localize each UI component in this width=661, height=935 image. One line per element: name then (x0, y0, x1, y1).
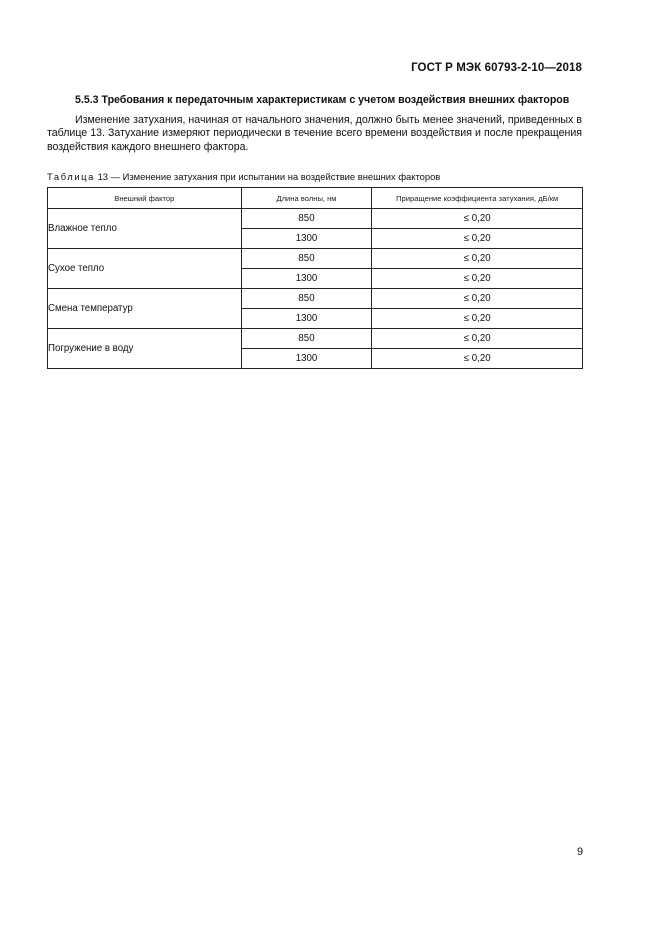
table-caption-text: 13 — Изменение затухания при испытании на воздействие внешних факторов (94, 171, 441, 182)
delta-cell: ≤ 0,20 (372, 329, 583, 349)
table-row (48, 329, 583, 349)
factor-cell: Влажное тепло (48, 209, 242, 249)
wavelength-cell: 1300 (241, 229, 372, 249)
wavelength-cell: 1300 (241, 349, 372, 369)
section-5-5-3 (47, 94, 582, 154)
factor-cell: Погружение в воду (48, 329, 242, 369)
header-wavelength: Длина волны, нм (241, 188, 372, 209)
wavelength-cell: 850 (241, 329, 372, 349)
section-body-paragraph: Изменение затухания, начиная от начального значения, должно быть менее значений, приведенных в таблице 13. Затухание измеряют периодически в течение всего времени воздействия и после прекращения воздействия каждого внешнего фактора. (47, 113, 582, 153)
wavelength-cell: 1300 (241, 309, 372, 329)
table-row (48, 209, 583, 229)
wavelength-cell: 850 (241, 249, 372, 269)
delta-cell: ≤ 0,20 (372, 209, 583, 229)
delta-cell: ≤ 0,20 (372, 289, 583, 309)
factor-cell: Смена температур (48, 289, 242, 329)
header-external-factor: Внешний фактор (48, 188, 242, 209)
delta-cell: ≤ 0,20 (372, 249, 583, 269)
header-attenuation-increment: Приращение коэффициента затухания, дБ/км (372, 188, 583, 209)
wavelength-cell: 1300 (241, 269, 372, 289)
delta-cell: ≤ 0,20 (372, 309, 583, 329)
document-standard-header: ГОСТ Р МЭК 60793-2-10—2018 (411, 62, 582, 74)
table-caption (47, 171, 440, 182)
table-caption-label: Таблица (47, 171, 95, 182)
wavelength-cell: 850 (241, 289, 372, 309)
table-header-row (48, 188, 583, 209)
section-title: 5.5.3 Требования к передаточным характеристикам с учетом воздействия внешних факторов (75, 94, 570, 106)
delta-cell: ≤ 0,20 (372, 269, 583, 289)
delta-cell: ≤ 0,20 (372, 229, 583, 249)
attenuation-table (47, 187, 583, 369)
delta-cell: ≤ 0,20 (372, 349, 583, 369)
factor-cell: Сухое тепло (48, 249, 242, 289)
wavelength-cell: 850 (241, 209, 372, 229)
table-row (48, 249, 583, 269)
page-number: 9 (577, 846, 584, 858)
table-row (48, 289, 583, 309)
